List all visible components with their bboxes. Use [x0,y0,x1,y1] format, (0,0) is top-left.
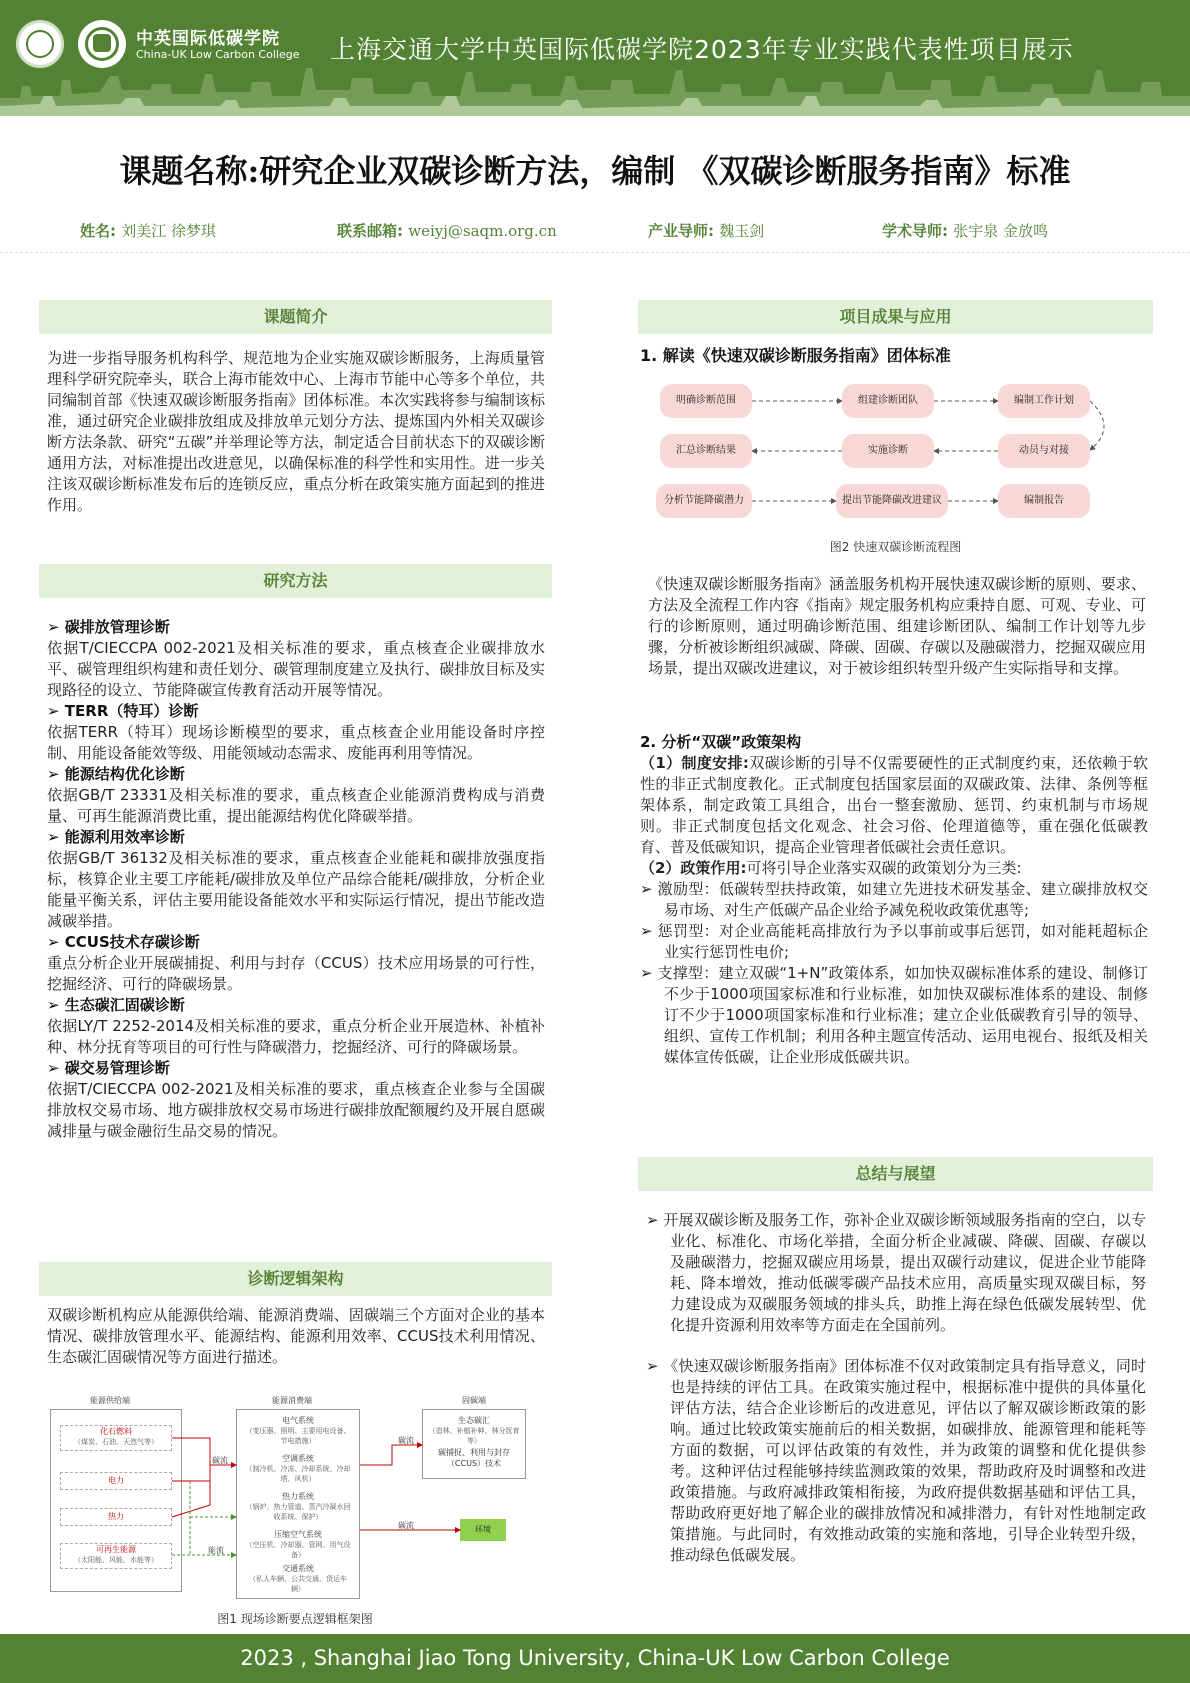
industry-mentor-info: 产业导师: 魏玉剑 [648,222,765,240]
flow-step: 组建诊断团队 [842,384,934,418]
method-title: ➢ 能源结构优化诊断 [47,765,185,783]
supply-item: 热力 [60,1508,172,1526]
flow-step: 提出节能降碳改进建议 [836,484,948,518]
method-title: ➢ TERR（特耳）诊断 [47,702,199,720]
college-name-en: China-UK Low Carbon College [136,48,300,61]
results-subheading-1: 1. 解读《快速双碳诊断服务指南》团体标准 [640,346,951,365]
logic-framework-diagram [40,1395,550,1600]
method-title: ➢ 碳交易管理诊断 [47,1059,170,1077]
supply-item: 电力 [60,1472,172,1490]
supply-title: 能源供给端 [90,1396,130,1405]
results-paragraph-1: 《快速双碳诊断服务指南》涵盖服务机构开展快速双碳诊断的原则、要求、方法及全流程工作内容《指南》规定服务机构应秉持自愿、可观、专业、可行的诊断原则，通过明确诊断范围、组建诊断团队、编制工作计划等九步骤，分析被诊断组织减碳、降碳、固碳、存碳以及融碳潜力，挖掘双碳应用场景，提出双碳改进建议，对于被诊组织转型升级产生实际指导和支撑。 [648,575,1146,677]
flow-label: 碳流 [212,1456,228,1465]
method-text: 依据GB/T 36132及相关标准的要求，重点核查企业能耗和碳排放强度指标，核算企业主要工序能耗/碳排放及单位产品综合能耗/碳排放，分析企业能量平衡关系，评估主要用能设备能效水平和实际运行情况，提出节能改造减碳举措。 [47,849,545,930]
institution-paragraph: （1）制度安排:双碳诊断的引导不仅需要硬性的正式制度约束，还依赖于软性的非正式制度教化。正式制度包括国家层面的双碳政策、法律、条例等框架体系，制定政策工具组合，出台一整套激励、惩罚、约束机制与市场规则。非正式制度包括文化观念、社会习俗、伦理道德等，重在强化低碳教育、普及低碳知识，提高企业管理者低碳社会责任意识。 [640,754,1148,856]
fix-title: 固碳端 [462,1396,486,1405]
consume-item: 空调系统 （制冷机、冷冻、冷却系统、冷却塔、风机） [245,1454,351,1483]
method-text: 依据T/CIECCPA 002-2021及相关标准的要求，重点核查企业参与全国碳排放权交易市场、地方碳排放权交易市场进行碳排放配额履约及开展自愿碳减排量与碳金融衍生品交易的情况。 [47,1080,545,1140]
section-heading-summary: 总结与展望 [638,1157,1153,1191]
author-names: 刘美江 徐梦琪 [121,222,217,240]
email-info: 联系邮箱: weiyj@saqm.org.cn [337,222,557,240]
method-text: 依据T/CIECCPA 002-2021及相关标准的要求，重点核查企业碳排放水平、碳管理组织构建和责任划分、碳管理制度建立及执行、碳排放目标及实现路径的设立、节能降碳宣传教育活动开展等情况。 [47,639,545,699]
flow-label: 碳流 [398,1521,414,1530]
methods-list [47,617,545,1142]
consume-item: 热力系统 （锅炉、热力管道、蒸汽冷凝水回收系统、保护） [245,1492,351,1521]
fix-item: 碳捕捉、利用与封存（CCUS）技术 [438,1448,510,1468]
policy-role-paragraph: （2）政策作用:可将引导企业落实双碳的政策划分为三类: [640,859,1022,877]
flow-step: 编制工作计划 [998,384,1090,418]
header-banner [0,0,1190,116]
method-title: ➢ 生态碳汇固碳诊断 [47,996,185,1014]
flow-step: 明确诊断范围 [660,384,752,418]
consume-item: 压缩空气系统 （空压机、冷却器、管网、用气设备） [245,1530,351,1559]
method-text: 依据TERR（特耳）现场诊断模型的要求，重点核查企业用能设备时序控制、用能设备能效等级、用能领域动态需求、废能再利用等情况。 [47,723,545,762]
header-title: 上海交通大学中英国际低碳学院2023年专业实践代表性项目展示 [330,35,1074,64]
consume-item: 电气系统 （变压器、照明、主要用电设备、节电措施） [245,1416,351,1445]
intro-paragraph: 为进一步指导服务机构科学、规范地为企业实施双碳诊断服务，上海质量管理科学研究院牵头，联合上海市能效中心、上海市节能中心等多个单位，共同编制首部《快速双碳诊断服务指南》团体标准。本次实践将参与编制该标准，通过研究企业碳排放组成及排放单元划分方法、提炼国内外相关双碳诊断方法条款、研究“五碳”并举理论等方法，制定适合目前状态下的双碳诊断通用方法，对标准提出改进意见，以确保标准的科学性和实用性。进一步关注该双碳诊断标准发布后的连锁反应，重点分析在政策实施方面起到的推进作用。 [47,349,545,514]
section-heading-results: 项目成果与应用 [638,300,1153,334]
section-heading-intro: 课题简介 [39,300,552,334]
logic-paragraph: 双碳诊断机构应从能源供给端、能源消费端、固碳端三个方面对企业的基本情况、碳排放管理水平、能源结构、能源利用效率、CCUS技术利用情况、生态碳汇固碳情况等方面进行描述。 [47,1306,545,1366]
method-title: ➢ 能源利用效率诊断 [47,828,185,846]
policy-item: ➢ 惩罚型：对企业高能耗高排放行为予以事前或事后惩罚，如对能耗超标企业实行惩罚性电价; [640,922,1148,961]
consume-title: 能源消费端 [272,1396,312,1405]
method-text: 重点分析企业开展碳捕捉、利用与封存（CCUS）技术应用场景的可行性，挖掘经济、可行的降碳场景。 [47,954,545,993]
diagnosis-flowchart [660,372,1110,532]
flow-label: 碳流 [398,1436,414,1445]
figure2-caption: 图2 快速双碳诊断流程图 [829,540,962,554]
consume-item: 交通系统 （私人车辆、公共交通、货运车辆） [249,1564,347,1593]
environment-box: 环境 [460,1519,506,1541]
footer-bar: 2023 , Shanghai Jiao Tong University, China-UK Low Carbon College [0,1634,1190,1683]
flow-step: 汇总诊断结果 [660,434,752,468]
institution-label: （1）制度安排: [640,754,749,772]
figure1-caption: 图1 现场诊断要点逻辑框架图 [217,1612,373,1626]
supply-item: 可再生能源 （太阳能、风能、水能等） [60,1543,172,1569]
policy-section [640,753,1148,1068]
divider [0,252,1190,253]
flow-step: 分析节能降碳潜力 [656,484,752,518]
supply-item: 化石燃料 （煤炭、石油、天然气等） [60,1425,172,1451]
project-title: 课题名称:研究企业双碳诊断方法，编制 《双碳诊断服务指南》标准 [119,152,1071,190]
policy-role-label: （2）政策作用: [640,859,747,877]
section-heading-methods: 研究方法 [39,564,552,598]
summary-item: ➢ 《快速双碳诊断服务指南》团体标准不仅对政策制定具有指导意义，同时也是持续的评估工具。在政策实施过程中，根据标准中提供的具体量化评估方法，结合企业诊断后的改进意见，评估以了解双碳诊断政策的影响。通过比较政策实施前后的相关数据，如碳排放、能源管理和能耗等方面的数据，可以评估政策的有效性，并为政策的调整和优化提供参考。这种评估过程能够持续监测政策的效果，帮助政府及时调整和改进政策措施。与政府减排政策相衔接，为政府提供数据基础和评估工具，帮助政府更好地了解企业的碳排放情况和减排潜力，有针对性地制定政策措施。与此同时，有效推动政策的实施和落地，引导企业转型升级，推动绿色低碳发展。 [646,1357,1146,1564]
author-info: 姓名: 刘美江 徐梦琪 [80,222,217,240]
method-text: 依据GB/T 23331及相关标准的要求，重点核查企业能源消费构成与消费量、可再生能源消费比重，提出能源结构优化降碳举措。 [47,786,545,825]
method-text: 依据LY/T 2252-2014及相关标准的要求，重点分析企业开展造林、补植补种、林分抚育等项目的可行性与降碳潜力，挖掘经济、可行的降碳场景。 [47,1017,545,1056]
flow-step: 实施诊断 [842,434,934,468]
flow-label: 能流 [208,1546,224,1555]
policy-item: ➢ 支撑型：建立双碳“1+N”政策体系，如加快双碳标准体系的建设、制修订不少于1000项国家标准和行业标准，如加快双碳标准体系的建设、制修订不少于1000项国家标准和行业标准；建立企业低碳教育引导的领导、组织、宣传工作机制；利用各种主题宣传活动、运用电视台、报纸及相关媒体宣传低碳，让企业形成低碳共识。 [640,964,1148,1066]
flow-step: 动员与对接 [998,434,1090,468]
method-title: ➢ 碳排放管理诊断 [47,618,170,636]
summary-item: ➢ 开展双碳诊断及服务工作，弥补企业双碳诊断领域服务指南的空白，以专业化、标准化、市场化举措，全面分析企业减碳、降碳、固碳、存碳以及融碳潜力，挖掘双碳应用场景，提出双碳行动建议，促进企业节能降耗、降本增效，推动低碳零碳产品技术应用，高质量实现双碳目标，努力建设成为双碳服务领域的排头兵，助推上海在绿色低碳发展转型、优化提升资源利用效率等方面走在全国前列。 [646,1211,1146,1334]
section-heading-logic: 诊断逻辑架构 [39,1262,552,1296]
email-value: weiyj@saqm.org.cn [408,222,557,240]
diagram-arrows [40,1395,550,1600]
college-logo [78,20,126,68]
sjtu-logo [16,20,64,68]
academic-mentor-info: 学术导师: 张宇泉 金放鸣 [882,222,1049,240]
method-title: ➢ CCUS技术存碳诊断 [47,933,200,951]
results-subheading-2: 2. 分析“双碳”政策架构 [640,733,802,751]
policy-item: ➢ 激励型：低碳转型扶持政策，如建立先进技术研发基金、建立碳排放权交易市场、对生产低碳产品企业给予减免税收政策优惠等; [640,880,1148,919]
fix-item: 生态碳汇 （造林、补植补种、林分抚育等） [428,1416,520,1445]
summary-list [646,1210,1146,1566]
flow-step: 编制报告 [998,484,1090,518]
college-name-cn: 中英国际低碳学院 [136,29,280,49]
